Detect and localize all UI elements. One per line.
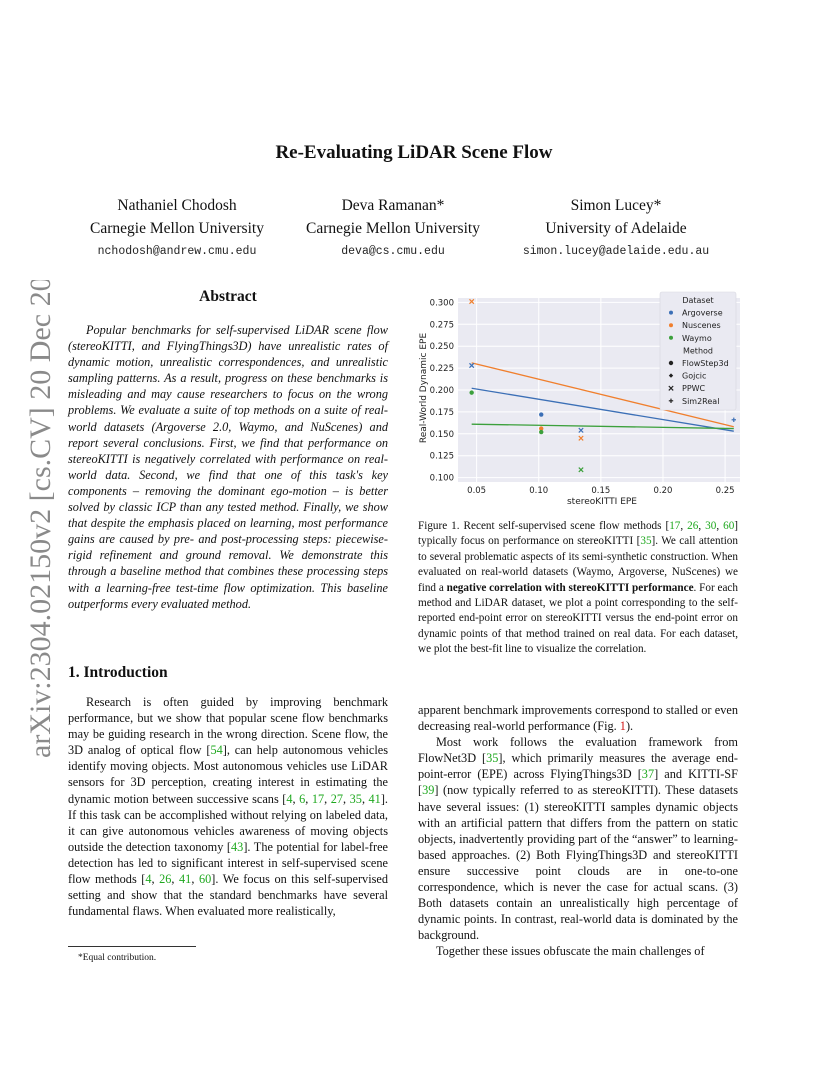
citation-link[interactable]: 60 bbox=[723, 520, 735, 532]
x-tick-label: 0.15 bbox=[591, 486, 611, 496]
y-axis-label: Real-World Dynamic EPE bbox=[419, 332, 429, 444]
y-tick-label: 0.100 bbox=[429, 473, 454, 484]
text-span: ], which primarily measures the average end-point-error (EPE) across FlyingThings3D [ bbox=[418, 751, 738, 782]
citation-link[interactable]: 60 bbox=[198, 872, 212, 887]
legend-entry: Sim2Real bbox=[682, 396, 720, 406]
author-name: Nathaniel Chodosh bbox=[117, 197, 237, 214]
text-span: ]. We call attention to several problematic aspects of its semi-synthetic construction. When evaluated on real-world datasets (Waymo, Argoverse, NuScenes) we find a bbox=[418, 535, 738, 594]
y-tick-label: 0.125 bbox=[429, 451, 454, 462]
citation-link[interactable]: 26 bbox=[159, 872, 172, 887]
right-column-text bbox=[418, 702, 738, 960]
citation-link[interactable]: 37 bbox=[641, 767, 655, 782]
citation-link[interactable]: 41 bbox=[368, 791, 381, 806]
footnote: *Equal contribution. bbox=[78, 953, 157, 963]
text-span: ] and KITTI-SF [ bbox=[418, 767, 738, 798]
paper-title: Re-Evaluating LiDAR Scene Flow bbox=[275, 142, 553, 163]
citation-link[interactable]: 4 bbox=[145, 872, 152, 887]
text-span: Research is often guided by improving benchmark performance, but we show that popular scene flow benchmarks may be guiding research in the wrong direction. Scene flow, the 3D analog of optical flow [ bbox=[68, 695, 388, 758]
author-name: Deva Ramanan* bbox=[341, 197, 445, 214]
x-tick-label: 0.05 bbox=[467, 486, 487, 496]
legend-entry: Waymo bbox=[682, 333, 712, 343]
abstract-text: Popular benchmarks for self-supervised LiDAR scene flow (stereoKITTI, and FlyingThings3D) have unrealistic rates of dynamic motion, unrealistic correspondences, and unrealistic sampling patterns. As a result, progress on these benchmarks is misleading and may cause researchers to focus on the wrong problems. We evaluate a suite of top methods on a suite of real-world datasets (Argoverse 2.0, Waymo, and NuScenes) and report several conclusions. First, we find that performance on stereoKITTI is negatively correlated with performance on real-world data. Second, we find that one of this task's key components – removing the dominant ego-motion – is better solved by classic ICP than any tested method. Finally, we show that despite the emphasis placed on learning, most performance gains are caused by pre- and post-processing steps: piecewise-rigid refinement and ground removal. We demonstrate this through a baseline method that combines these processing steps with a learning-free test-time flow optimization. This baseline outperforms every evaluated method. bbox=[68, 323, 388, 611]
author-block bbox=[72, 194, 282, 263]
paragraph bbox=[418, 943, 738, 959]
data-point-waymo bbox=[469, 390, 473, 394]
author-email[interactable]: deva@cs.cmu.edu bbox=[341, 245, 445, 258]
citation-link[interactable]: 35 bbox=[486, 751, 499, 766]
text-span: ] (now typically referred to as stereoKITTI). These datasets have several issues: (1) stereoKITTI samples dynamic objects with an artificial pattern that differs from the pattern on static objects, inadvertently providing part of the “answer” to learning-based approaches. (2) Both FlyingThings3D and stereoKITTI ensure successive point clouds are in one-to-one correspondence, which is never the case for actual scans. (3) Both datasets contain an unrealistically high percentage of dynamic points. In contrast, real-world data is dominated by the background. bbox=[418, 783, 738, 943]
paragraph bbox=[418, 702, 738, 734]
citation-link[interactable]: 4 bbox=[286, 791, 293, 806]
author-email[interactable]: nchodosh@andrew.cmu.edu bbox=[97, 245, 257, 258]
author-name: Simon Lucey* bbox=[570, 197, 662, 214]
citation-link[interactable]: 17 bbox=[669, 520, 681, 532]
y-tick-label: 0.225 bbox=[429, 364, 454, 375]
y-tick-label: 0.300 bbox=[429, 298, 454, 309]
author-affiliation: University of Adelaide bbox=[545, 220, 687, 237]
legend-title: Dataset bbox=[682, 296, 714, 305]
y-tick-label: 0.175 bbox=[429, 407, 454, 418]
text-span: ]. The potential for label-free detection has led to significant interest in self-supervised scene flow methods [ bbox=[68, 839, 388, 887]
text-span: ]. We focus on this self-supervised setting and show that the standard benchmarks have several fundamental flaws. When evaluated more realistically, bbox=[68, 872, 389, 919]
citation-link[interactable]: 17 bbox=[311, 791, 325, 806]
figure-caption: Figure 1. Recent self-supervised scene flow methods [17, 26, 30, 60] typically focus on performance on stereoKITTI [35]. We call attention to several problematic aspects of its semi-synthetic construction. When evaluated on real-world datasets (Waymo, Argoverse, NuScenes) we find a negative correlation with stereoKITTI performance. For each method and LiDAR dataset, we plot a point corresponding to the self-reported end-point error on stereoKITTI versus the end-point error on dynamic points of that method trained on real data. For each dataset, we plot the best-fit line to visualize the correlation. bbox=[418, 520, 739, 656]
text-span: ], can help autonomous vehicles identify moving objects. Most autonomous vehicles use LiDAR sensors for 3D perception, creating interest in estimating the dynamic motion between successive scans [ bbox=[68, 743, 388, 806]
citation-link[interactable]: 26 bbox=[687, 520, 699, 532]
legend-entry: PPWC bbox=[682, 384, 706, 394]
text-span: apparent benchmark improvements correspond to stalled or even decreasing real-world performance (Fig. bbox=[418, 703, 738, 734]
legend-swatch bbox=[669, 336, 673, 340]
legend-entry: Nuscenes bbox=[682, 321, 721, 331]
abstract-heading: Abstract bbox=[199, 288, 257, 305]
author-affiliation: Carnegie Mellon University bbox=[90, 220, 264, 237]
text-span: Most work follows the evaluation framework from FlowNet3D [ bbox=[418, 735, 738, 766]
citation-link[interactable]: 27 bbox=[330, 791, 344, 806]
citation-link[interactable]: 35 bbox=[349, 791, 362, 806]
citation-link[interactable]: 54 bbox=[210, 743, 223, 758]
text-span: ). bbox=[625, 719, 634, 734]
y-tick-label: 0.200 bbox=[429, 386, 454, 396]
legend-title: Method bbox=[682, 346, 714, 356]
arxiv-id: arXiv:2304.02150v2 [cs.CV] 20 Dec 2023 bbox=[24, 280, 57, 758]
x-tick-label: 0.20 bbox=[653, 486, 673, 496]
citation-link[interactable]: 6 bbox=[299, 791, 306, 806]
x-axis-label: stereoKITTI EPE bbox=[566, 497, 638, 507]
x-tick-label: 0.25 bbox=[715, 486, 735, 496]
text-span: Together these issues obfuscate the main challenges of bbox=[436, 944, 705, 959]
figure-1-chart bbox=[414, 290, 744, 510]
legend-entry: FlowStep3d bbox=[682, 359, 729, 368]
author-block bbox=[508, 194, 724, 263]
citation-link[interactable]: 39 bbox=[422, 783, 435, 798]
legend-swatch bbox=[669, 323, 673, 327]
legend-swatch bbox=[669, 311, 673, 315]
arxiv-stamp bbox=[8, 280, 68, 760]
text-span: ]. If this task can be accomplished without relying on labeled data, it can give autonomous vehicles awareness of moving objects outside the detection taxonomy [ bbox=[68, 791, 388, 854]
x-tick-label: 0.10 bbox=[529, 486, 549, 496]
legend-entry: Argoverse bbox=[682, 308, 723, 318]
y-tick-label: 0.150 bbox=[429, 429, 454, 440]
paragraph bbox=[418, 734, 738, 943]
text-span: . For each method and LiDAR dataset, we plot a point corresponding to the self-reported end-point error on stereoKITTI versus the end-point error on dynamic points of that method trained on real data. For each dataset, we plot the best-fit line to visualize the correlation. bbox=[418, 581, 738, 656]
y-tick-label: 0.250 bbox=[429, 342, 454, 353]
text-span: Figure 1. Recent self-supervised scene flow methods [ bbox=[418, 520, 670, 532]
author-email[interactable]: simon.lucey@adelaide.edu.au bbox=[522, 245, 710, 258]
caption-emphasis: negative correlation with stereoKITTI performance bbox=[446, 581, 694, 594]
y-tick-label: 0.275 bbox=[429, 320, 454, 331]
legend-marker bbox=[669, 361, 673, 365]
citation-link[interactable]: 35 bbox=[640, 535, 652, 548]
author-block bbox=[290, 194, 496, 263]
section-heading: 1. Introduction bbox=[68, 664, 168, 681]
intro-paragraph: Research is often guided by improving benchmark performance, but we show that popular scene flow benchmarks may be guiding research in the wrong direction. Scene flow, the 3D analog of optical flow [54], can help autonomous vehicles identify moving objects. Most autonomous vehicles use LiDAR sensors for 3D perception, creating interest in estimating the dynamic motion between successive scans [4, 6, 17, 27, 35, 41]. If this task can be accomplished without relying on labeled data, it can give autonomous vehicles awareness of moving objects outside the detection taxonomy [43]. The potential for label-free detection has led to significant interest in self-supervised scene flow methods [4, 26, 41, 60]. We focus on this self-supervised setting and show that the standard benchmarks have several fundamental flaws. When evaluated more realistically, bbox=[68, 695, 389, 919]
author-affiliation: Carnegie Mellon University bbox=[306, 220, 480, 237]
legend bbox=[660, 292, 736, 410]
citation-link[interactable]: 41 bbox=[179, 872, 192, 887]
legend-entry: Gojcic bbox=[682, 371, 707, 381]
data-point-argoverse bbox=[539, 412, 543, 416]
footnote-rule bbox=[68, 946, 196, 947]
figure-link[interactable]: 1 bbox=[619, 719, 626, 734]
data-point-waymo bbox=[539, 430, 543, 434]
citation-link[interactable]: 30 bbox=[705, 520, 717, 532]
citation-link[interactable]: 43 bbox=[231, 839, 244, 854]
text-span: ] typically focus on performance on stereoKITTI [ bbox=[418, 520, 739, 548]
